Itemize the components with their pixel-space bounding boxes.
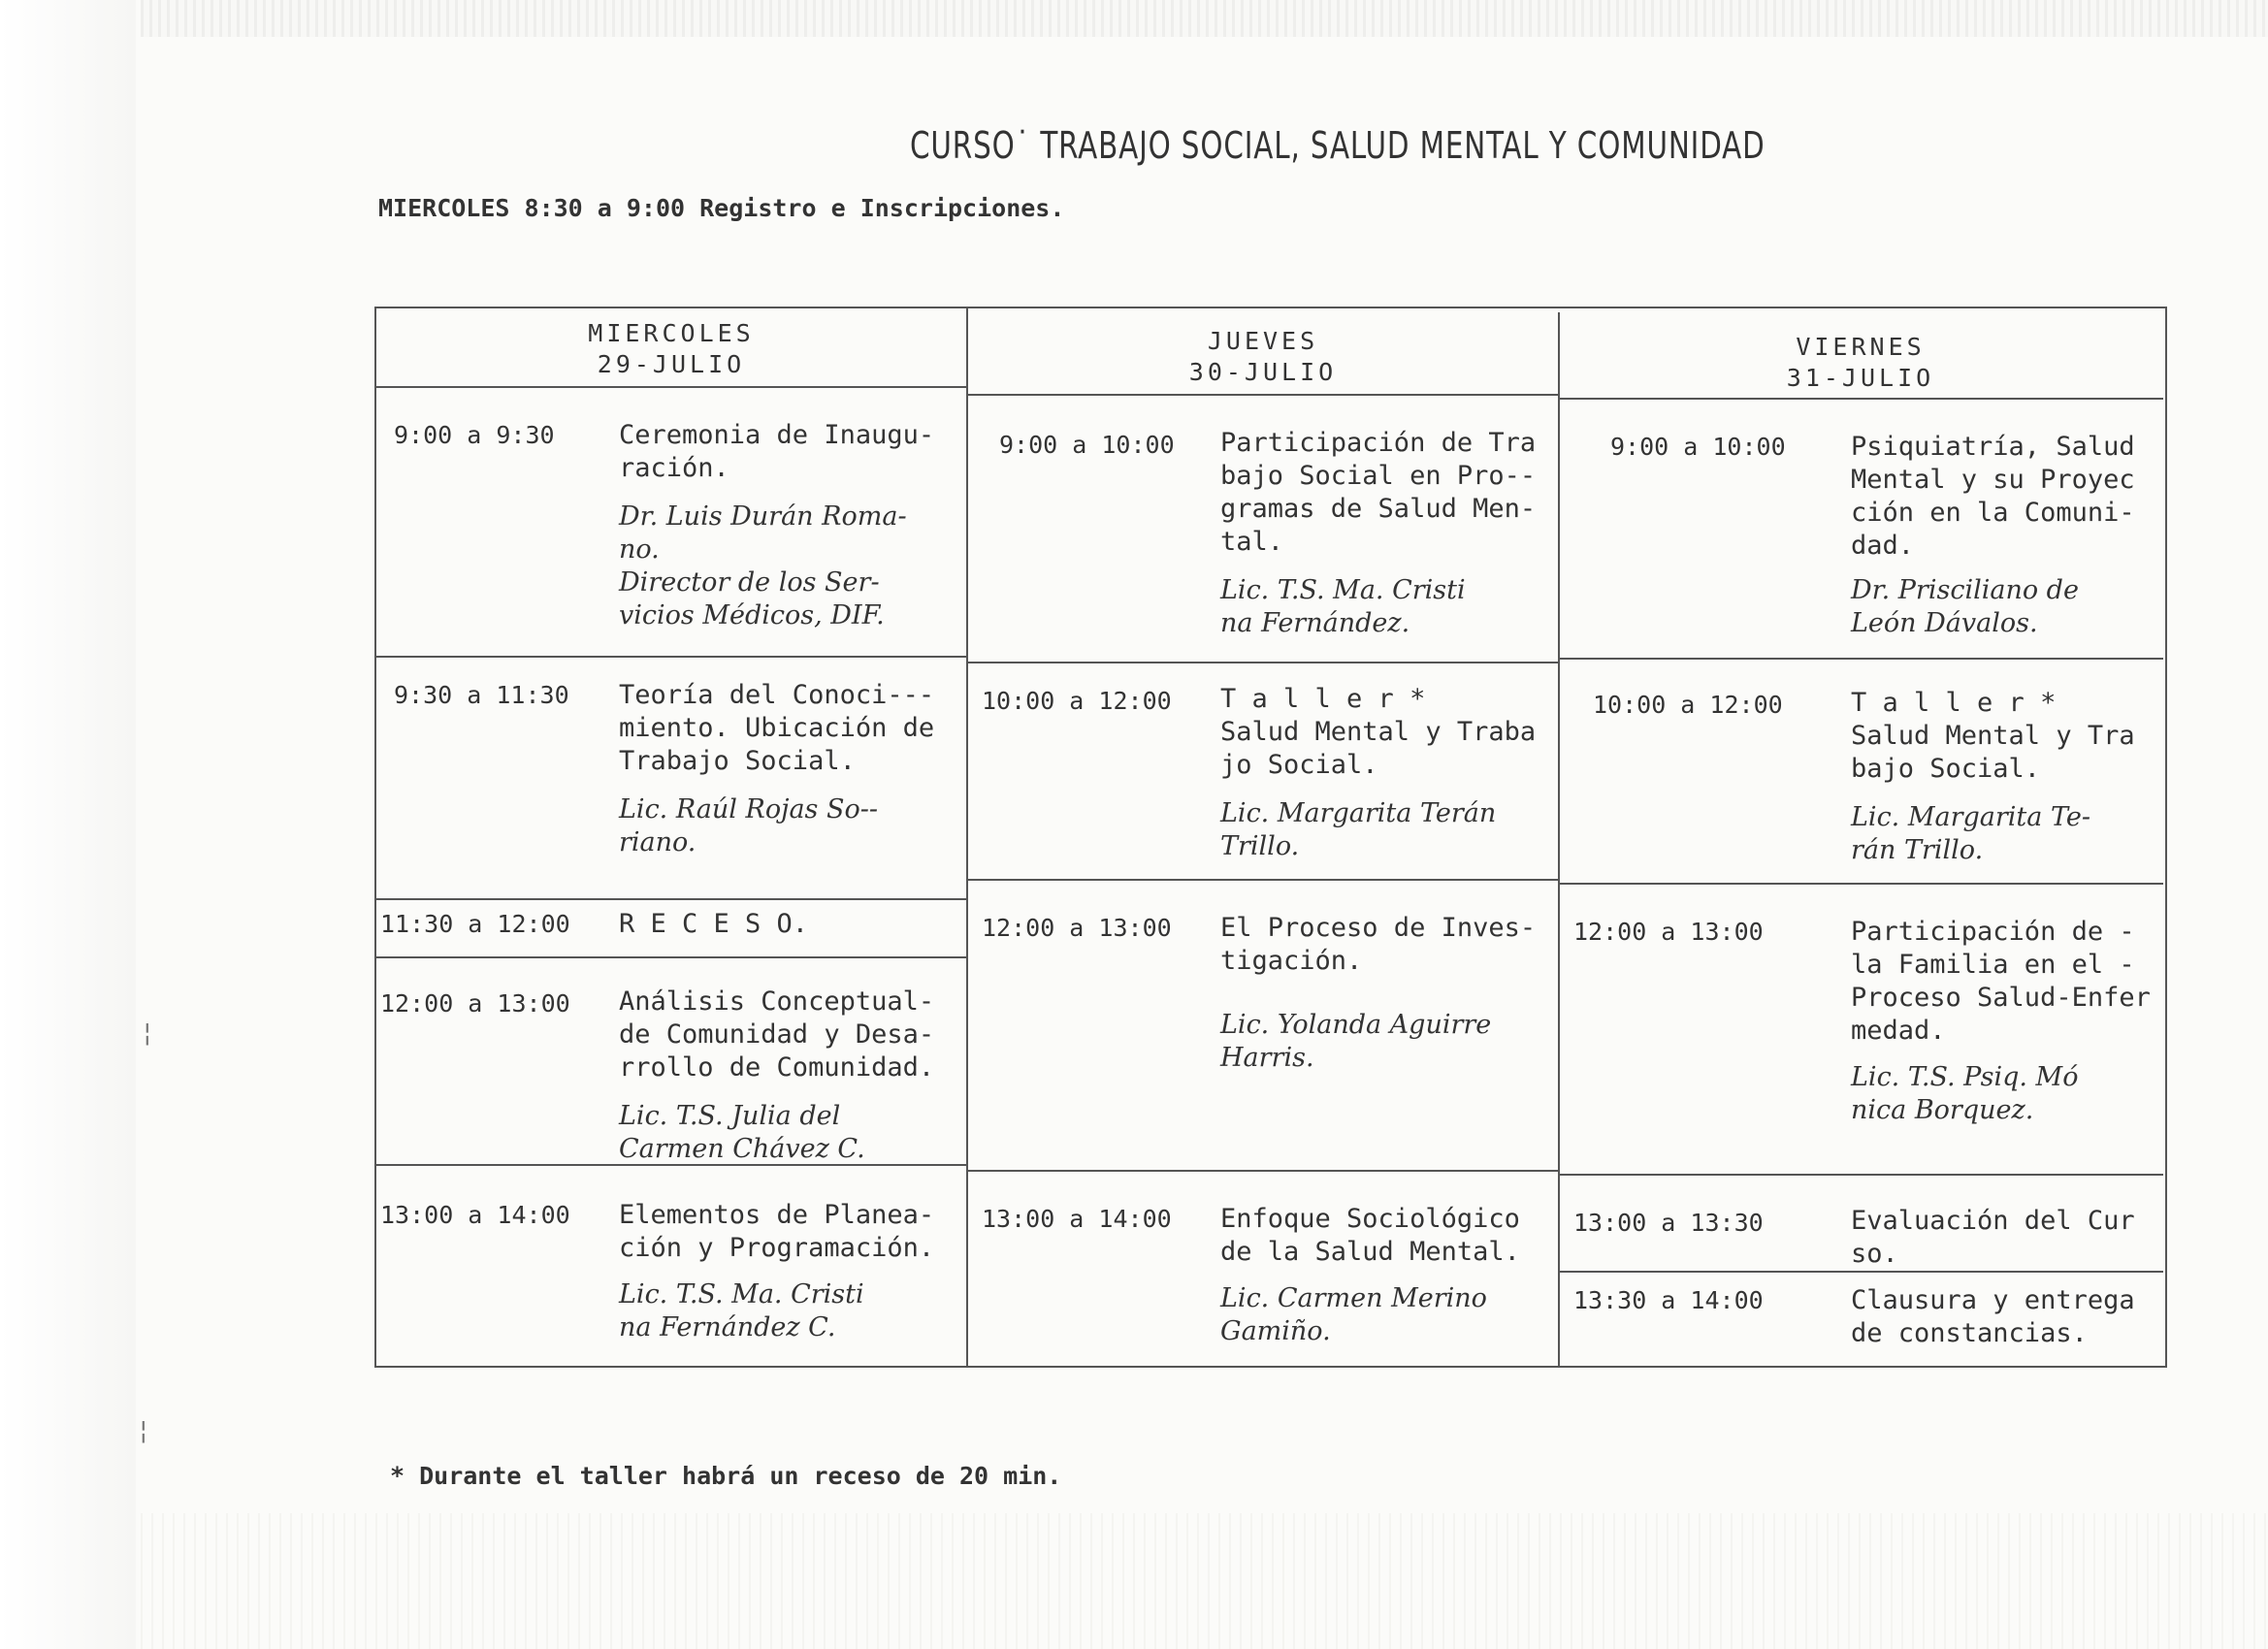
- wed-slot-3-topic: R E C E S O.: [619, 909, 809, 939]
- wed-slot-2-speaker: Lic. Raúl Rojas So-- riano.: [619, 794, 878, 857]
- fri-row-line-1: [1560, 658, 2163, 660]
- day-header-thursday: [970, 326, 1556, 388]
- fri-slot-3-speaker: Lic. T.S. Psiq. Mó nica Borquez.: [1851, 1062, 2079, 1125]
- fri-slot-4-time: 13:00 a 13:30: [1573, 1209, 1764, 1237]
- thu-slot-2-topic: T a l l e r * Salud Mental y Traba jo Social.: [1220, 684, 1537, 780]
- fri-slot-1-time: 9:00 a 10:00: [1610, 433, 1786, 461]
- fri-row-line-2: [1560, 883, 2163, 885]
- footnote: * Durante el taller habrá un receso de 20 min.: [390, 1462, 1062, 1490]
- thu-slot-3-time: 12:00 a 13:00: [982, 914, 1172, 942]
- thu-row-line-1: [968, 662, 1560, 663]
- header-separator-wed: [376, 386, 968, 388]
- scan-margin: [0, 0, 136, 1649]
- thu-slot-4-speaker: Lic. Carmen Merino Gamiño.: [1220, 1283, 1487, 1346]
- fri-slot-2-topic: T a l l e r * Salud Mental y Tra bajo Social.: [1851, 688, 2135, 784]
- thu-slot-3-topic: El Proceso de Inves- tigación.: [1220, 913, 1537, 976]
- scan-noise-bottom: [141, 1513, 2268, 1649]
- wed-slot-5-speaker: Lic. T.S. Ma. Cristi na Fernández C.: [619, 1279, 864, 1342]
- wed-slot-1-topic: Ceremonia de Inaugu- ración.: [619, 420, 935, 483]
- header-separator-thu: [968, 394, 1560, 396]
- day-date: 31-JULIO: [1786, 364, 1935, 392]
- thu-slot-1-time: 9:00 a 10:00: [999, 431, 1175, 459]
- thu-slot-3-speaker: Lic. Yolanda Aguirre Harris.: [1220, 1010, 1492, 1073]
- wed-row-line-3: [376, 956, 968, 958]
- wed-slot-4-speaker: Lic. T.S. Julia del Carmen Chávez C.: [619, 1101, 865, 1164]
- thu-slot-4-time: 13:00 a 14:00: [982, 1205, 1172, 1233]
- day-date: 30-JULIO: [1188, 358, 1338, 386]
- wed-slot-4-time: 12:00 a 13:00: [380, 989, 570, 1018]
- fri-slot-3-topic: Participación de - la Familia en el - Proceso Salud-Enfer medad.: [1851, 917, 2151, 1046]
- fri-slot-1-speaker: Dr. Prisciliano de León Dávalos.: [1851, 575, 2079, 638]
- fri-slot-5-time: 13:30 a 14:00: [1573, 1286, 1764, 1314]
- scan-noise-top: [141, 0, 2268, 37]
- wed-slot-5-time: 13:00 a 14:00: [380, 1201, 570, 1229]
- day-name: VIERNES: [1796, 333, 1926, 361]
- thu-row-line-3: [968, 1170, 1560, 1172]
- document-title: CURSO˙ TRABAJO SOCIAL, SALUD MENTAL Y COMUNIDAD: [910, 124, 1766, 167]
- thu-slot-2-speaker: Lic. Margarita Terán Trillo.: [1220, 798, 1497, 861]
- wed-slot-2-topic: Teoría del Conoci--- miento. Ubicación de Trabajo Social.: [619, 680, 935, 776]
- wed-slot-2-time: 9:30 a 11:30: [394, 681, 569, 709]
- fri-slot-5-topic: Clausura y entrega de constancias.: [1851, 1285, 2135, 1348]
- fri-slot-4-topic: Evaluación del Cur so.: [1851, 1206, 2135, 1269]
- fri-slot-3-time: 12:00 a 13:00: [1573, 918, 1764, 946]
- thu-slot-1-speaker: Lic. T.S. Ma. Cristi na Fernández.: [1220, 575, 1466, 638]
- fri-slot-1-topic: Psiquiatría, Salud Mental y su Proyec ción en la Comuni- dad.: [1851, 432, 2135, 561]
- wed-row-line-2: [376, 898, 968, 900]
- thu-row-line-2: [968, 879, 1560, 881]
- scan-mark: ¦: [136, 1416, 151, 1445]
- wed-slot-5-topic: Elementos de Planea- ción y Programación.: [619, 1200, 935, 1263]
- fri-row-line-3: [1560, 1174, 2163, 1176]
- registration-line: MIERCOLES 8:30 a 9:00 Registro e Inscripciones.: [378, 194, 1065, 222]
- day-header-friday: [1562, 332, 2159, 394]
- day-date: 29-JULIO: [597, 350, 746, 378]
- scan-mark: ¦: [140, 1018, 155, 1048]
- column-divider-2: [1558, 312, 1560, 1366]
- thu-slot-4-topic: Enfoque Sociológico de la Salud Mental.: [1220, 1204, 1520, 1267]
- wed-slot-1-speaker: Dr. Luis Durán Roma- no. Director de los Ser- vicios Médicos, DIF.: [619, 501, 907, 630]
- fri-slot-2-speaker: Lic. Margarita Te- rán Trillo.: [1851, 802, 2090, 865]
- wed-slot-1-time: 9:00 a 9:30: [394, 421, 555, 449]
- header-separator-fri: [1560, 398, 2163, 400]
- thu-slot-1-topic: Participación de Tra bajo Social en Pro-- gramas de Salud Men- tal.: [1220, 428, 1537, 557]
- thu-slot-2-time: 10:00 a 12:00: [982, 687, 1172, 715]
- day-name: JUEVES: [1207, 327, 1319, 355]
- fri-slot-2-time: 10:00 a 12:00: [1593, 691, 1783, 719]
- day-name: MIERCOLES: [588, 319, 755, 347]
- fri-row-line-4: [1560, 1271, 2163, 1273]
- column-divider-1: [966, 308, 968, 1366]
- wed-row-line-1: [376, 656, 968, 658]
- wed-slot-3-time: 11:30 a 12:00: [380, 910, 570, 938]
- wed-slot-4-topic: Análisis Conceptual- de Comunidad y Desa- rrollo de Comunidad.: [619, 986, 935, 1083]
- day-header-wednesday: [378, 318, 964, 380]
